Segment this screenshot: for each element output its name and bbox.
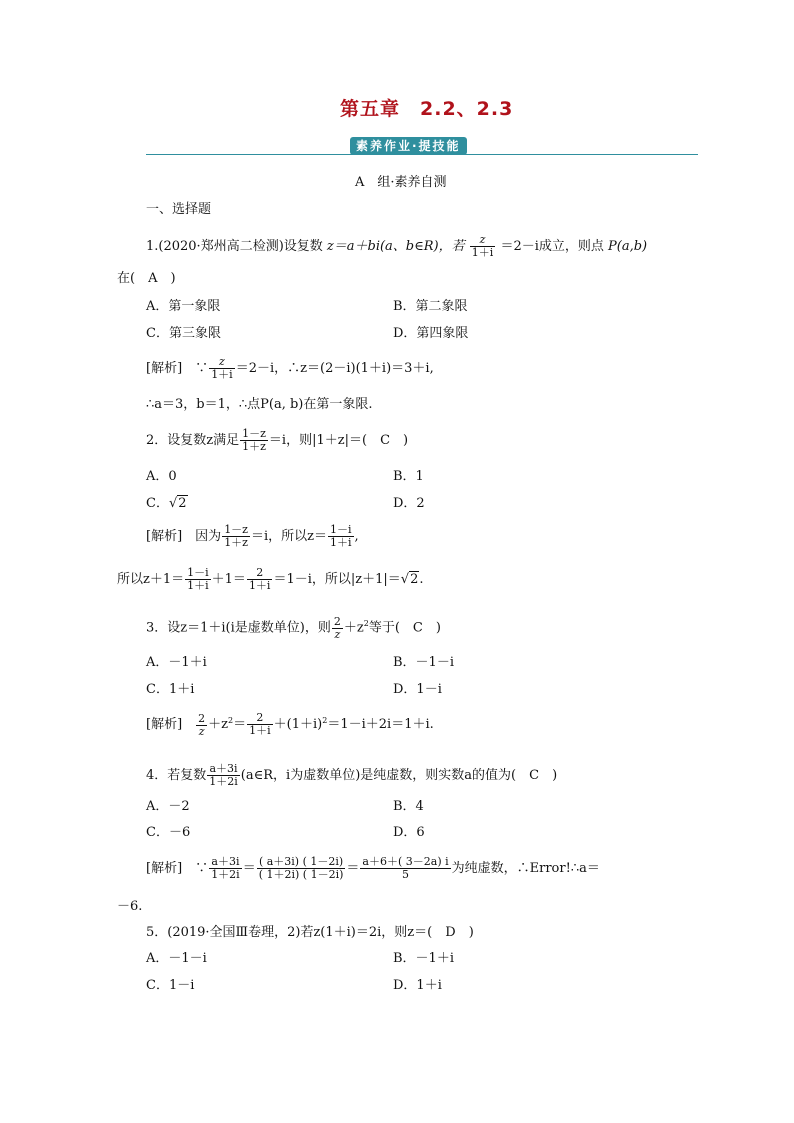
question-3-stem (146, 616, 441, 640)
q1-option-c: C．第三象限 (146, 326, 221, 341)
q3-option-c: C．1＋i (146, 682, 195, 697)
q3-option-d: D．1－i (393, 682, 442, 697)
q3-frac-num: 2 (333, 615, 341, 628)
q1-option-b: B．第二象限 (393, 299, 468, 314)
q3-sol-b: ＝ (233, 717, 247, 733)
q1-stem-f: ) (170, 271, 176, 286)
q5-option-a: A．－1－i (146, 951, 207, 966)
q2-stem-b: ＝i，则|1＋z|＝( (268, 433, 368, 449)
q1-answer: A (148, 271, 158, 286)
q3-sol-d: ＝1－i＋2i＝1＋i. (327, 717, 434, 733)
q1-solution-line2: ∴a＝3，b＝1，∴点P(a, b)在第一象限. (146, 397, 373, 412)
q2-sol-a: 因为 (195, 529, 222, 545)
q3-sol-f1-den: z (198, 724, 205, 738)
q1-stem-a: 1.(2020·郑州高二检测)设复数 (146, 239, 323, 255)
q2-sol2-f2-den: 1＋i (248, 579, 271, 593)
q3-stem-a: 3．设z＝1＋i(i是虚数单位)，则 (146, 620, 331, 636)
q3-stem-d: ) (435, 620, 441, 636)
q2-sol-fraction-1 (222, 524, 250, 549)
q5-stem-a: 5．(2019·全国Ⅲ卷理，2)若z(1＋i)＝2i，则z＝( (146, 925, 433, 940)
q4-solution (146, 856, 600, 881)
q4-fraction (207, 763, 240, 788)
q3-fraction (332, 616, 343, 640)
q1-sol-a: ∵ (195, 361, 209, 377)
q2-sol2-f1-den: 1＋i (187, 579, 209, 593)
q2-answer: C (380, 433, 391, 449)
chapter-title: 第五章 2.2、2.3 (340, 98, 514, 120)
question-1-stem (146, 234, 647, 259)
q3-stem-b: ＋z (343, 620, 364, 636)
q1-sol-b: ＝2－i，∴z＝(2－i)(1＋i)＝3＋i, (235, 361, 434, 377)
question-5-stem (146, 926, 474, 939)
q4-sol-fraction-1 (209, 856, 242, 881)
q3-sol-fraction-1 (196, 713, 207, 737)
q4-option-b: B．4 (393, 799, 424, 814)
q3-solution (146, 712, 434, 737)
q2-opt-c-root: 2 (178, 496, 187, 511)
question-1-stem-cont (117, 272, 176, 285)
q3-sol-f2-den: 1＋i (249, 724, 271, 738)
q1-stem-b: z＝a＋bi(a、b∈R)，若 (326, 239, 465, 255)
section-heading: 一、选择题 (146, 202, 212, 217)
q2-sol-c: , (354, 529, 359, 545)
q2-sol2-fraction-1 (185, 567, 211, 592)
q5-option-c: C．1－i (146, 978, 195, 993)
q5-stem-b: ) (468, 925, 474, 940)
q3-option-a: A．－1＋i (146, 655, 207, 670)
group-heading: A 组·素养自测 (355, 175, 447, 190)
q4-sol-f1-den: 1＋2i (211, 868, 240, 882)
q4-sol-c: ＝ (346, 861, 360, 877)
q4-option-d: D．6 (393, 825, 425, 840)
q4-stem-a: 4．若复数 (146, 768, 207, 784)
q1-sol-label: [解析] (146, 361, 183, 377)
q2-option-d: D．2 (393, 496, 425, 511)
q3-sol-sup: 2 (228, 715, 234, 725)
q2-sol2-c: ＝1－i，所以|z＋1|＝ (273, 572, 401, 588)
q1-frac-num: z (479, 233, 486, 246)
q4-sol-f3-num: a＋6＋( 3－2a) i (362, 855, 449, 868)
q2-stem-c: ) (403, 433, 409, 449)
q4-frac-den: 1＋2i (209, 775, 238, 789)
q4-sol-a: ∵ (195, 861, 209, 877)
q4-sol-b: ＝ (242, 861, 256, 877)
q3-sol-label: [解析] (146, 717, 183, 733)
q4-option-a: A．－2 (146, 799, 190, 814)
q4-sol-f2-num: ( a＋3i) ( 1－2i) (257, 856, 346, 869)
q2-frac-den: 1＋z (242, 440, 266, 454)
q1-frac-den: 1＋i (471, 246, 494, 260)
q2-sol-f2-den: 1＋i (330, 536, 352, 550)
section-banner: 素养作业·提技能 (350, 137, 467, 155)
q2-sol-f1-den: 1＋z (224, 536, 248, 550)
q3-stem-sup: 2 (363, 619, 369, 629)
q1-option-d: D．第四象限 (393, 326, 469, 341)
q2-sol2-d: . (419, 572, 424, 588)
q1-sol-fraction (209, 356, 235, 381)
q2-sol-f1-num: 1－z (224, 523, 248, 536)
q4-sol-f1-num: a＋3i (209, 856, 242, 869)
q3-frac-den: z (334, 628, 341, 642)
q3-sol-f1-num: 2 (198, 711, 206, 725)
q2-frac-num: 1－z (242, 427, 266, 440)
q5-option-b: B．－1＋i (393, 951, 454, 966)
q4-option-c: C．－6 (146, 825, 191, 840)
q4-solution-line2: －6. (117, 899, 143, 914)
q2-solution (146, 524, 359, 549)
q4-sol-fraction-2 (257, 856, 346, 881)
q3-option-b: B．－1－i (393, 655, 454, 670)
q4-sol-label: [解析] (146, 861, 183, 877)
q1-solution (146, 356, 434, 381)
question-2-stem (146, 428, 408, 453)
q1-sol-frac-den: 1＋i (211, 368, 233, 382)
q1-stem-e: 在( (117, 271, 136, 286)
q2-sol2-root: 2 (410, 572, 419, 588)
q2-sol-b: ＝i，所以z＝ (250, 529, 327, 545)
q5-answer: D (445, 925, 456, 940)
q2-sol-f2-num: 1－i (330, 523, 352, 536)
q2-solution-line2: 所以z＋1＝ $\frac{1-i}{1+i}$ ＋1＝ $\frac{2}{1+i}$ ＝1－i，所以|z＋1|＝√2. (117, 566, 424, 593)
q3-sol-f2-num: 2 (247, 712, 273, 725)
q2-option-c: C．√2 (146, 496, 187, 511)
q4-sol-d: 为纯虚数，∴Error!∴a＝ (451, 861, 600, 877)
q3-sol-a: ＋z (208, 717, 229, 733)
q2-option-b: B．1 (393, 469, 424, 484)
q2-sol2-f2-num: 2 (247, 567, 273, 580)
question-4-stem (146, 763, 557, 788)
q1-fraction (470, 234, 496, 259)
q4-sol-fraction-3 (360, 856, 450, 881)
q3-sol-fraction-2 (247, 712, 273, 737)
q1-stem-c: ＝2－i成立，则点 (500, 239, 604, 255)
q2-opt-c-prefix: C． (146, 496, 169, 511)
q2-stem-a: 2．设复数z满足 (146, 433, 240, 449)
q2-fraction (240, 428, 268, 453)
q4-sol-f3-den: 5 (402, 868, 410, 882)
q3-stem-c: 等于( (368, 620, 400, 636)
q4-sol-f2-den: ( 1＋2i) ( 1－2i) (258, 868, 344, 882)
q2-sol2-f1-num: 1－i (187, 566, 209, 579)
q2-option-a: A．0 (146, 469, 177, 484)
q1-option-a: A．第一象限 (146, 299, 221, 314)
q1-sol-frac-num: z (219, 355, 225, 368)
q5-option-d: D．1＋i (393, 978, 442, 993)
q3-answer: C (412, 620, 423, 636)
q3-sol-sup2: 2 (322, 715, 328, 725)
q2-sol2-a: 所以z＋1＝ (117, 572, 185, 588)
q2-sol-label: [解析] (146, 529, 183, 545)
q4-frac-num: a＋3i (207, 763, 240, 776)
q4-stem-b: (a∈R，i为虚数单位)是纯虚数，则实数a的值为( (240, 768, 517, 784)
q2-sol-fraction-2 (328, 524, 354, 549)
q1-stem-d: P(a,b) (608, 239, 648, 255)
q3-sol-c: ＋(1＋i) (273, 717, 323, 733)
q2-sol2-fraction-2 (247, 567, 273, 592)
q4-answer: C (529, 768, 540, 784)
q2-sol2-b: ＋1＝ (211, 572, 246, 588)
q4-stem-c: ) (552, 768, 558, 784)
